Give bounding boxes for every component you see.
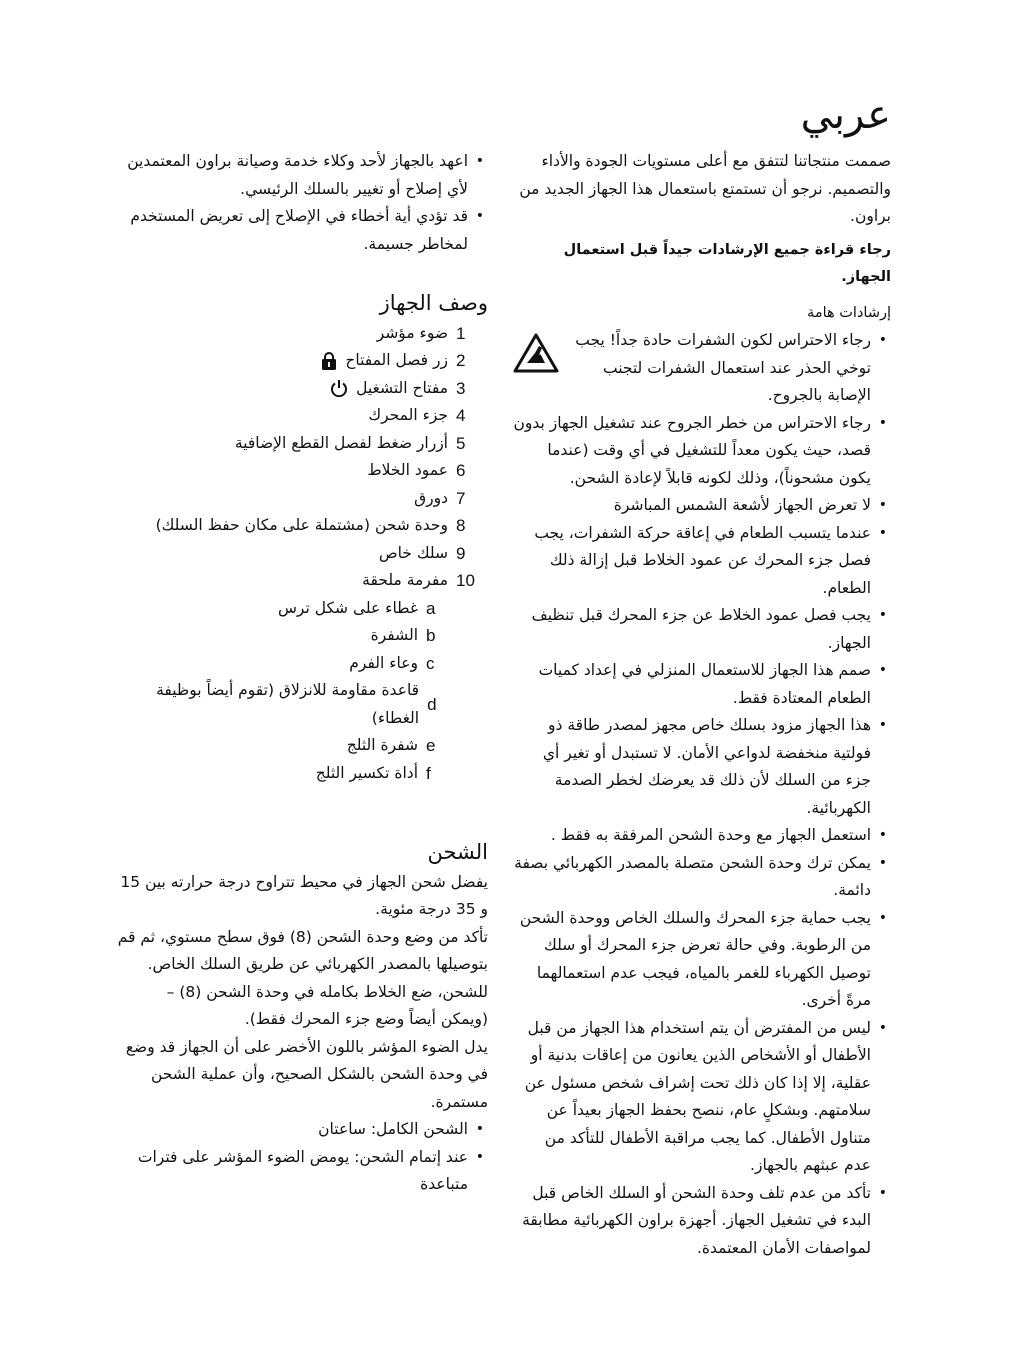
subpart-item — [116, 677, 488, 732]
subpart-letter: f — [426, 763, 431, 783]
part-number: 4 — [456, 406, 466, 425]
read-instructions: رجاء قراءة جميع الإرشادات جيداً قبل استعمال الجهاز. — [563, 241, 891, 285]
warning-item: • يجب فصل عمود الخلاط عن جزء المحرك قبل تنظيف الجهاز. — [513, 602, 891, 657]
part-item — [116, 485, 488, 513]
part-number: 3 — [456, 378, 466, 398]
charging-text: يفضل شحن الجهاز في محيط تتراوح درجة حرارته بين 15 و 35 درجة مئوية. — [120, 872, 488, 918]
left-column — [116, 148, 488, 1199]
warning-item: • تأكد من عدم تلف وحدة الشحن أو السلك الخاص قبل البدء في تشغيل الجهاز. أجهزة براون الكهربائية مطابقة لمواصفات الأمان المعتمدة. — [513, 1180, 891, 1263]
page-title: عربي — [800, 92, 891, 138]
description-heading: وصف الجهاز — [379, 291, 488, 315]
subpart-letter: a — [426, 598, 436, 618]
warning-item — [513, 327, 891, 410]
power-icon — [330, 379, 348, 397]
part-label: سلك خاص — [378, 543, 448, 562]
subpart-item — [116, 622, 488, 650]
part-number: 10 — [456, 571, 475, 590]
service-item: • قد تؤدي أية أخطاء في الإصلاح إلى تعريض المستخدم لمخاطر جسيمة. — [116, 203, 488, 258]
service-list — [116, 148, 488, 258]
service-item: • اعهد بالجهاز لأحد وكلاء خدمة وصيانة براون المعتمدين لأي إصلاح أو تغيير بالسلك الرئيسي. — [116, 148, 488, 203]
part-label: جزء المحرك — [368, 406, 448, 424]
lock-icon — [321, 352, 337, 370]
part-number: 6 — [456, 461, 466, 480]
part-item — [116, 375, 488, 403]
subpart-letter: d — [427, 694, 437, 714]
charging-item: • الشحن الكامل: ساعتان — [116, 1116, 488, 1144]
charging-list — [116, 1116, 488, 1199]
charging-heading: الشحن — [427, 840, 488, 864]
charging-text: تأكد من وضع وحدة الشحن (8) فوق سطح مستوي، ثم قم بتوصيلها بالمصدر الكهربائي عن طريق السلك الخاص. — [117, 927, 488, 973]
subpart-label: أداة تكسير الثلج — [315, 763, 418, 782]
subpart-label: الشفرة — [370, 626, 418, 644]
part-item — [116, 402, 488, 430]
warning-item: • يجب حماية جزء المحرك والسلك الخاص ووحدة الشحن من الرطوبة. وفي حالة تعرض جزء المحرك أو سلك توصيل الكهرباء للغمر بالمياه، فيجب عدم استعمالهما مرةً أخرى. — [513, 905, 891, 1015]
parts-list — [116, 320, 488, 788]
warnings-list — [513, 327, 891, 1262]
warning-item: • رجاء الاحتراس من خطر الجروح عند تشغيل الجهاز بدون قصد، حيث يكون معداً للتشغيل في أي وقت (عندما يكون مشحوناً)، وذلك لكونه قابلاً لإعادة الشحن. — [513, 410, 891, 493]
part-label: ضوء مؤشر — [376, 323, 448, 342]
part-number: 7 — [456, 488, 466, 508]
part-item — [116, 347, 488, 375]
part-number: 9 — [456, 543, 466, 563]
charging-text: يدل الضوء المؤشر باللون الأخضر على أن الجهاز قد وضع في وحدة الشحن بالشكل الصحيح، وأن عملية الشحن مستمرة. — [125, 1037, 488, 1111]
warning-item: • صمم هذا الجهاز للاستعمال المنزلي في إعداد كميات الطعام المعتادة فقط. — [513, 657, 891, 712]
subpart-label: غطاء على شكل ترس — [278, 598, 418, 617]
subpart-label: قاعدة مقاومة للانزلاق (تقوم أيضاً بوظيفة الغطاء) — [156, 681, 420, 727]
part-label: مفرمة ملحقة — [362, 571, 448, 589]
part-label: دورق — [414, 488, 448, 507]
part-label: أزرار ضغط لفصل القطع الإضافية — [234, 433, 448, 452]
part-label: مفتاح التشغيل — [356, 378, 448, 397]
right-column — [513, 148, 891, 1262]
warning-item: • استعمل الجهاز مع وحدة الشحن المرفقة به فقط . — [513, 822, 891, 850]
subpart-letter: b — [426, 626, 436, 645]
part-number: 1 — [456, 323, 466, 343]
warning-item: • لا تعرض الجهاز لأشعة الشمس المباشرة — [513, 492, 891, 520]
warning-item: • عندما يتسبب الطعام في إعاقة حركة الشفرات، يجب فصل جزء المحرك عن عمود الخلاط قبل إزالة ذلك الطعام. — [513, 520, 891, 603]
part-label: عمود الخلاط — [367, 461, 448, 479]
part-item — [116, 430, 488, 458]
part-item — [116, 567, 488, 595]
warning-item: • يمكن ترك وحدة الشحن متصلة بالمصدر الكهربائي بصفة دائمة. — [513, 850, 891, 905]
part-item — [116, 457, 488, 485]
part-number: 5 — [456, 433, 466, 453]
subpart-item — [116, 650, 488, 678]
subpart-letter: c — [426, 653, 435, 673]
warning-item: • ليس من المفترض أن يتم استخدام هذا الجهاز من قبل الأطفال أو الأشخاص الذين يعانون من إعاقات بدنية أو عقلية، إلا إذا كان ذلك تحت إشراف شخص مسئول عن سلامتهم. وبشكلٍ عام، ننصح بحفظ الجهاز بعيداً عن متناول الأطفال. كما يجب مراقبة الأطفال للتأكد من عدم عبثهم بالجهاز. — [513, 1015, 891, 1180]
charging-item: • عند إتمام الشحن: يومض الضوء المؤشر على فترات متباعدة — [116, 1144, 488, 1199]
subpart-item — [116, 760, 488, 788]
important-heading: إرشادات هامة — [807, 304, 891, 321]
part-item — [116, 540, 488, 568]
subpart-label: وعاء الفرم — [349, 653, 418, 672]
part-number: 8 — [456, 516, 466, 535]
intro-text: صممت منتجاتنا لتتفق مع أعلى مستويات الجودة والأداء والتصميم. نرجو أن تستمتع باستعمال هذا الجهاز الجديد من براون. — [519, 152, 891, 225]
part-number: 2 — [456, 351, 466, 370]
warning-text: • رجاء الاحتراس لكون الشفرات حادة جداً! يجب توخي الحذر عند استعمال الشفرات لتجنب الإصابة بالجروح. — [575, 331, 871, 404]
part-label: زر فصل المفتاح — [345, 351, 448, 369]
subpart-item — [116, 732, 488, 760]
charging-text: للشحن، ضع الخلاط بكامله في وحدة الشحن (8) – (ويمكن أيضاً وضع جزء المحرك فقط). — [166, 982, 488, 1028]
warning-item: • هذا الجهاز مزود بسلك خاص مجهز لمصدر طاقة ذو فولتية منخفضة لدواعي الأمان. لا تستبدل أو تغير أي جزء من السلك لأن ذلك قد يعرضك لخطر الصدمة الكهربائية. — [513, 712, 891, 822]
subpart-label: شفرة الثلج — [346, 736, 418, 754]
part-item — [116, 512, 488, 540]
part-item — [116, 320, 488, 348]
blade-warning-icon — [513, 333, 559, 373]
subpart-item — [116, 595, 488, 623]
part-label: وحدة شحن (مشتملة على مكان حفظ السلك) — [155, 516, 448, 534]
subpart-letter: e — [426, 736, 436, 755]
